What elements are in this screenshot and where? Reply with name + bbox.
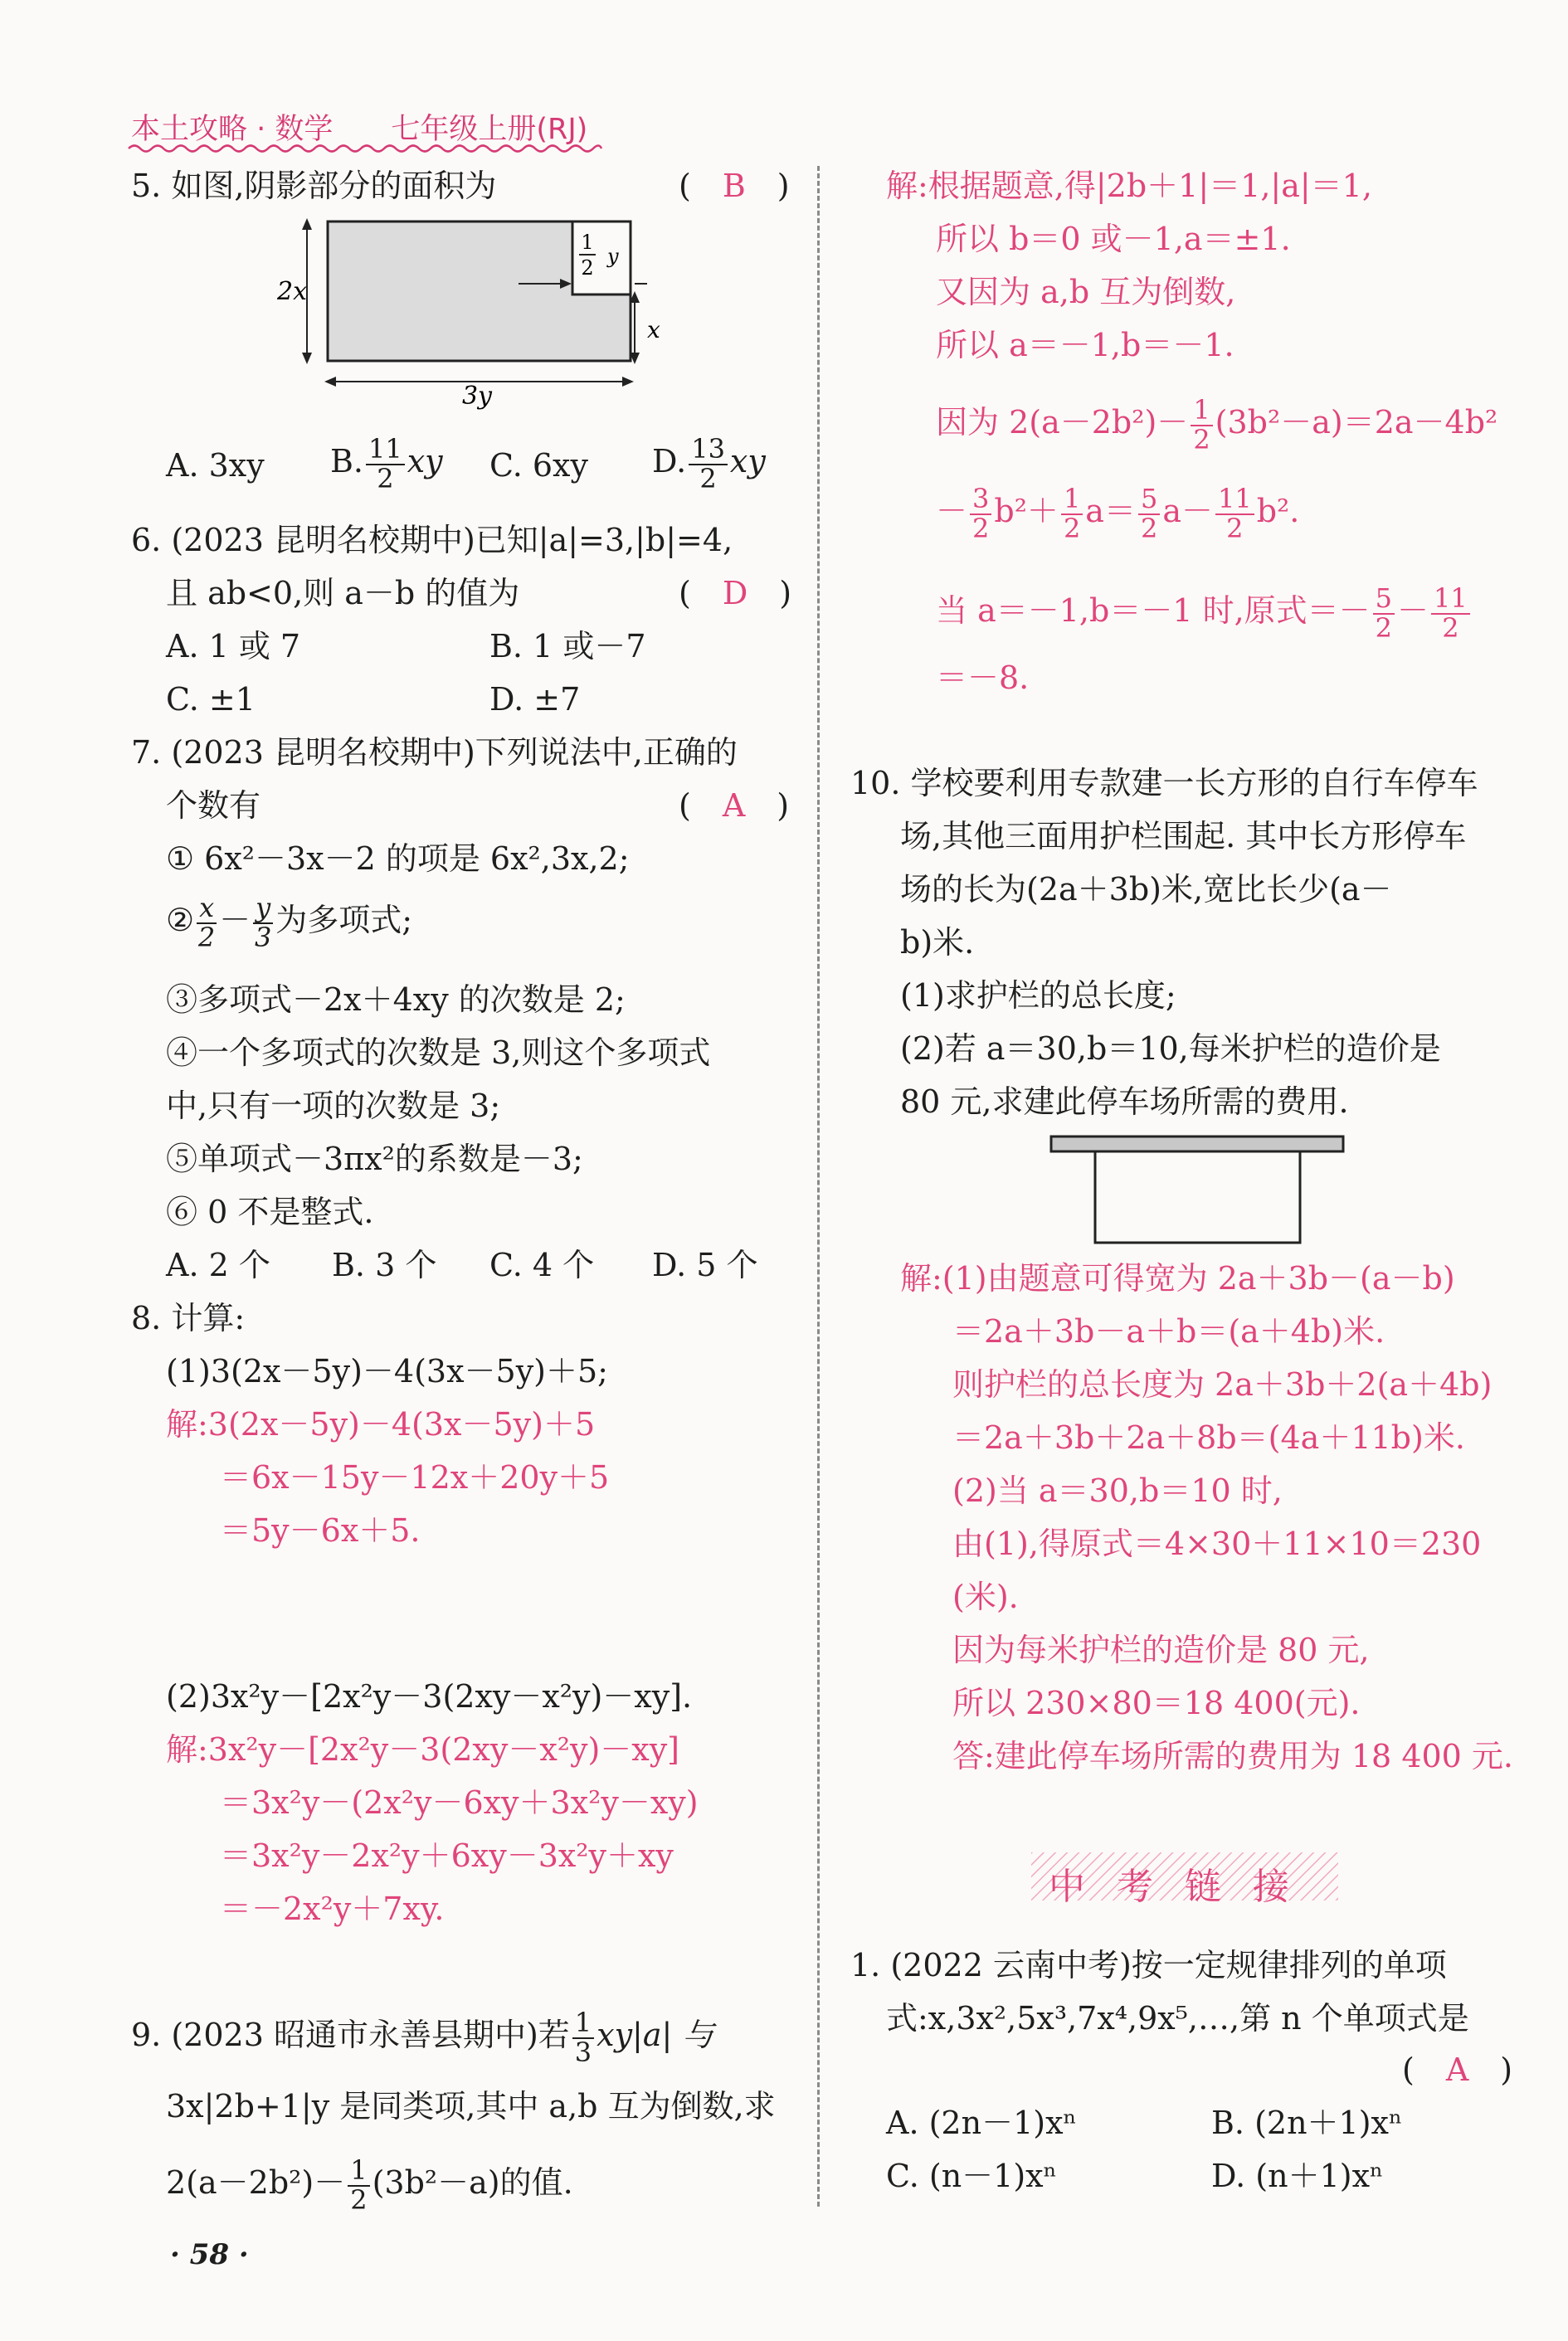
q6-line2: 且 ab<0,则 a－b 的值为 (166, 575, 520, 611)
q7-statement-4a: ④一个多项式的次数是 3,则这个多项式 (166, 1034, 711, 1071)
q7-line2: 个数有 (166, 787, 261, 824)
q6-answer: D (722, 575, 748, 611)
q5-label-3y: 3y (461, 382, 493, 411)
q8-sol2-line4: ＝－2x²y＋7xy. (220, 1891, 445, 1927)
column-divider (817, 166, 820, 2207)
q9-line1: 9. (2023 昭通市永善县期中)若 $\frac{1}{3}$ xy|a| 与 (131, 2007, 714, 2068)
q8-part2: (2)3x²y－[2x²y－3(2xy－x²y)－xy]. (166, 1678, 693, 1715)
link-q1-line1: 1. (2022 云南中考)按一定规律排列的单项 (850, 1947, 1447, 1983)
q10-sol-line10: 答:建此停车场所需的费用为 18 400 元. (952, 1738, 1514, 1774)
q9-line3: 2(a－2b²)－ $\frac{1}{2}$ (3b²－a)的值. (166, 2154, 573, 2216)
q5-option-c: C. 6xy (489, 447, 588, 484)
q6-answer-bracket: ( D ) (679, 575, 792, 611)
q7-answer: A (722, 787, 746, 824)
page-number: · 58 · (170, 2238, 249, 2271)
q10-line1: 10. 学校要利用专款建一长方形的自行车停车 (850, 765, 1478, 801)
q7-statement-1: ① 6x²－3x－2 的项是 6x²,3x,2; (166, 840, 630, 877)
q5-label-half-num: 1 (581, 231, 594, 254)
q9-sol-line4: 所以 a＝－1,b＝－1. (936, 327, 1234, 363)
link-q1-line2: 式:x,3x²,5x³,7x⁴,9x⁵,…,第 n 个单项式是 (886, 2000, 1469, 2037)
q5-rectangle-figure (276, 212, 660, 411)
q5-option-b: B. $\frac{11}{2}$ xy (330, 433, 443, 494)
q10-sol-line4: ＝2a＋3b＋2a＋8b＝(4a＋11b)米. (952, 1419, 1465, 1456)
q6-option-b: B. 1 或－7 (489, 628, 646, 664)
q7-statement-2: ② $\frac{x}{2}$ － $\frac{y}{3}$ 为多项式; (166, 892, 413, 953)
q5-answer-bracket: ( B ) (679, 168, 790, 204)
q5-label-x: x (647, 316, 660, 343)
link-q1-option-c: C. (n－1)xⁿ (886, 2158, 1058, 2194)
q10-sol-line5: (2)当 a＝30,b＝10 时, (952, 1472, 1283, 1509)
q9-sol-line2: 所以 b＝0 或－1,a＝±1. (936, 221, 1291, 257)
q8-title: 8. 计算: (131, 1300, 246, 1336)
q8-sol1-line3: ＝5y－6x＋5. (220, 1512, 421, 1549)
q7-option-b: B. 3 个 (332, 1247, 437, 1283)
book-header: 本土攻略 · 数学 七年级上册(RJ) (131, 113, 588, 146)
q10-line3: 场的长为(2a＋3b)米,宽比长少(a－ (900, 871, 1392, 908)
q10-sol-line6: 由(1),得原式＝4×30＋11×10＝230 (952, 1526, 1482, 1562)
q8-sol1-line2: ＝6x－15y－12x＋20y＋5 (220, 1459, 610, 1496)
q5-answer: B (722, 168, 746, 204)
q6-option-a: A. 1 或 7 (166, 628, 301, 664)
q9-sol-line1: 解:根据题意,得|2b＋1|＝1,|a|＝1, (886, 168, 1372, 204)
q9-sol-line7: 当 a＝－1,b＝－1 时,原式＝－ $\frac{5}{2}$ － $\frac{11}{2}$ (936, 585, 1473, 642)
header-wavy-underline (129, 143, 601, 154)
q7-statement-5: ⑤单项式－3πx²的系数是－3; (166, 1141, 583, 1177)
q7-option-d: D. 5 个 (652, 1247, 758, 1283)
q8-sol1-line1: 解:3(2x－5y)－4(3x－5y)＋5 (166, 1406, 596, 1443)
link-q1-option-b: B. (2n＋1)xⁿ (1211, 2105, 1403, 2141)
q5-stem: 5. 如图,阴影部分的面积为 (131, 168, 497, 204)
q7-line1: 7. (2023 昆明名校期中)下列说法中,正确的 (131, 734, 738, 771)
q5-label-half-den: 2 (581, 256, 594, 280)
q8-sol2-line1: 解:3x²y－[2x²y－3(2xy－x²y)－xy] (166, 1731, 680, 1768)
q7-statement-4b: 中,只有一项的次数是 3; (166, 1088, 501, 1124)
q9-sol-line6: － $\frac{3}{2}$ b²＋ $\frac{1}{2}$ a＝ $\frac{5}{2}$ a－ $\frac{11}{2}$ b². (936, 483, 1300, 544)
q7-statement-3: ③多项式－2x＋4xy 的次数是 2; (166, 981, 626, 1018)
q5-label-2x: 2x (276, 277, 308, 306)
q5-label-y: y (607, 245, 619, 268)
q8-part1: (1)3(2x－5y)－4(3x－5y)＋5; (166, 1353, 608, 1390)
q10-line7: 80 元,求建此停车场所需的费用. (900, 1083, 1349, 1120)
q8-sol2-line3: ＝3x²y－2x²y＋6xy－3x²y＋xy (220, 1837, 674, 1874)
section-banner-title: 中考链接 (1049, 1866, 1321, 1908)
q5-option-a: A. 3xy (166, 447, 265, 484)
q10-sol-line2: ＝2a＋3b－a＋b＝(a＋4b)米. (952, 1313, 1385, 1350)
q10-sol-line7: (米). (952, 1579, 1019, 1615)
q8-sol2-line2: ＝3x²y－(2x²y－6xy＋3x²y－xy) (220, 1784, 699, 1821)
q5-option-d: D. $\frac{13}{2}$ xy (652, 433, 766, 494)
link-q1-answer: A (1445, 2051, 1469, 2088)
q9-sol-line5: 因为 2(a－2b²)－ $\frac{1}{2}$ (3b²－a)＝2a－4b² (936, 394, 1498, 455)
q7-statement-6: ⑥ 0 不是整式. (166, 1194, 374, 1230)
q10-line6: (2)若 a＝30,b＝10,每米护栏的造价是 (900, 1030, 1441, 1067)
q9-line2: 3x|2b+1|y 是同类项,其中 a,b 互为倒数,求 (166, 2088, 776, 2124)
q7-option-a: A. 2 个 (166, 1247, 270, 1283)
q10-line5: (1)求护栏的总长度; (900, 977, 1176, 1014)
q6-option-c: C. ±1 (166, 681, 256, 718)
q6-line1: 6. (2023 昆明名校期中)已知|a|=3,|b|=4, (131, 522, 733, 558)
q10-sol-line9: 所以 230×80＝18 400(元). (952, 1685, 1361, 1721)
q10-sol-line1: 解:(1)由题意可得宽为 2a＋3b－(a－b) (900, 1260, 1455, 1297)
q10-line4: b)米. (900, 924, 975, 961)
q10-sol-line8: 因为每米护栏的造价是 80 元, (952, 1632, 1370, 1668)
q7-answer-bracket: ( A ) (679, 787, 790, 824)
q10-sol-line3: 则护栏的总长度为 2a＋3b＋2(a＋4b) (952, 1366, 1493, 1403)
q9-sol-line3: 又因为 a,b 互为倒数, (936, 274, 1236, 310)
link-q1-option-d: D. (n＋1)xⁿ (1211, 2158, 1384, 2194)
q10-parking-figure (1049, 1135, 1348, 1251)
link-q1-option-a: A. (2n－1)xⁿ (886, 2105, 1077, 2141)
link-q1-answer-bracket: ( A ) (1402, 2051, 1513, 2088)
q7-option-c: C. 4 个 (489, 1247, 595, 1283)
q10-line2: 场,其他三面用护栏围起. 其中长方形停车 (900, 818, 1467, 854)
q6-option-d: D. ±7 (489, 681, 581, 718)
q9-sol-line8: ＝－8. (936, 659, 1030, 696)
